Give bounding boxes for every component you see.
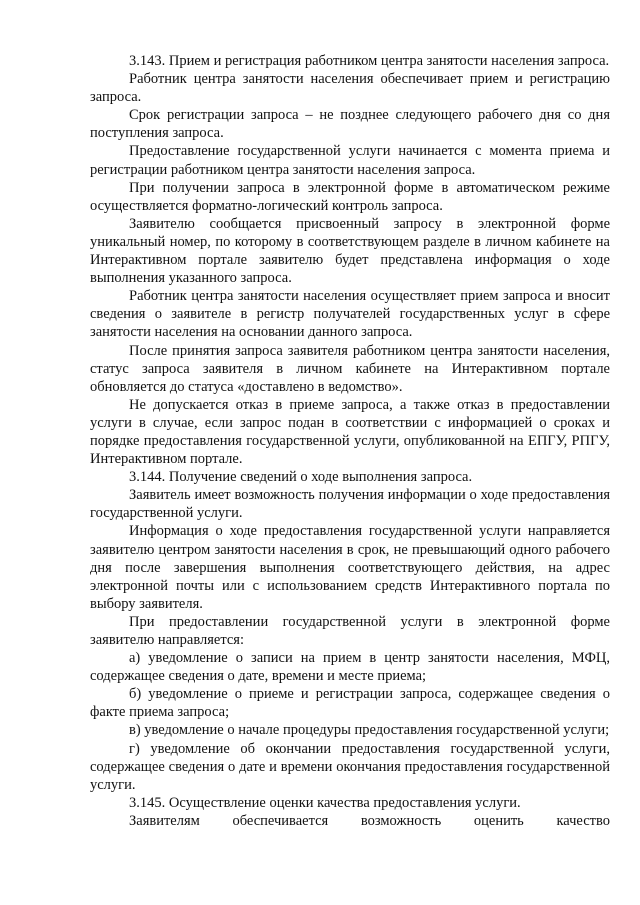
paragraph-3-144-heading: 3.144. Получение сведений о ходе выполнения запроса. — [129, 469, 473, 486]
paragraph: При предоставлении государственной услуги в электронной форме заявителю направляется: — [90, 613, 610, 648]
paragraph: Заявителю сообщается присвоенный запросу в электронной форме уникальный номер, по которому в соответствующем разделе в личном кабинете на Интерактивном портале заявителю будет представлена информация о ходе выполнения указанного запроса. — [90, 215, 610, 287]
paragraph: Заявитель имеет возможность получения информации о ходе предоставления государственной услуги. — [90, 487, 610, 522]
paragraph-3-145-heading: 3.145. Осуществление оценки качества предоставления услуги. — [129, 794, 521, 811]
paragraph: Не допускается отказ в приеме запроса, а также отказ в предоставлении услуги в случае, если запрос подан в соответствии с информацией о сроках и порядке предоставления государственной услуги, опубликованной на ЕПГУ, РПГУ, Интерактивном портале. — [90, 396, 610, 468]
paragraph: Информация о ходе предоставления государственной услуги направляется заявителю центром занятости населения в срок, не превышающий одного рабочего дня после завершения выполнения соответствующего действия, на адрес электронной почты или с использованием средств Интерактивного портала по выбору заявителя. — [90, 523, 610, 612]
paragraph: После принятия запроса заявителя работником центра занятости населения, статус запроса заявителя в личном кабинете на Интерактивном портале обновляется до статуса «доставлено в ведомство». — [90, 342, 610, 395]
paragraph: Работник центра занятости населения осуществляет прием запроса и вносит сведения о заявителе в регистр получателей государственных услуг в сфере занятости населения на основании данного запроса. — [90, 288, 610, 341]
paragraph: Заявителям обеспечивается возможность оценить качество — [129, 812, 610, 829]
paragraph: Срок регистрации запроса – не позднее следующего рабочего дня со дня поступления запроса. — [90, 107, 610, 142]
list-item-v: в) уведомление о начале процедуры предоставления государственной услуги; — [129, 722, 610, 739]
document-page — [90, 52, 610, 830]
list-item-g: г) уведомление об окончании предоставления государственной услуги, содержащее сведения о дате и времени окончания предоставления государственной услуги. — [90, 740, 610, 793]
paragraph: Работник центра занятости населения обеспечивает прием и регистрацию запроса. — [90, 71, 610, 106]
list-item-a: а) уведомление о записи на прием в центр занятости населения, МФЦ, содержащее сведения о дате, времени и месте приема; — [90, 650, 610, 685]
paragraph: При получении запроса в электронной форме в автоматическом режиме осуществляется форматно-логический контроль запроса. — [90, 179, 610, 214]
paragraph: Предоставление государственной услуги начинается с момента приема и регистрации работником центра занятости населения запроса. — [90, 143, 610, 178]
paragraph-3-143-heading: 3.143. Прием и регистрация работником центра занятости населения запроса. — [129, 53, 610, 69]
list-item-b: б) уведомление о приеме и регистрации запроса, содержащее сведения о факте приема запроса; — [90, 686, 610, 721]
